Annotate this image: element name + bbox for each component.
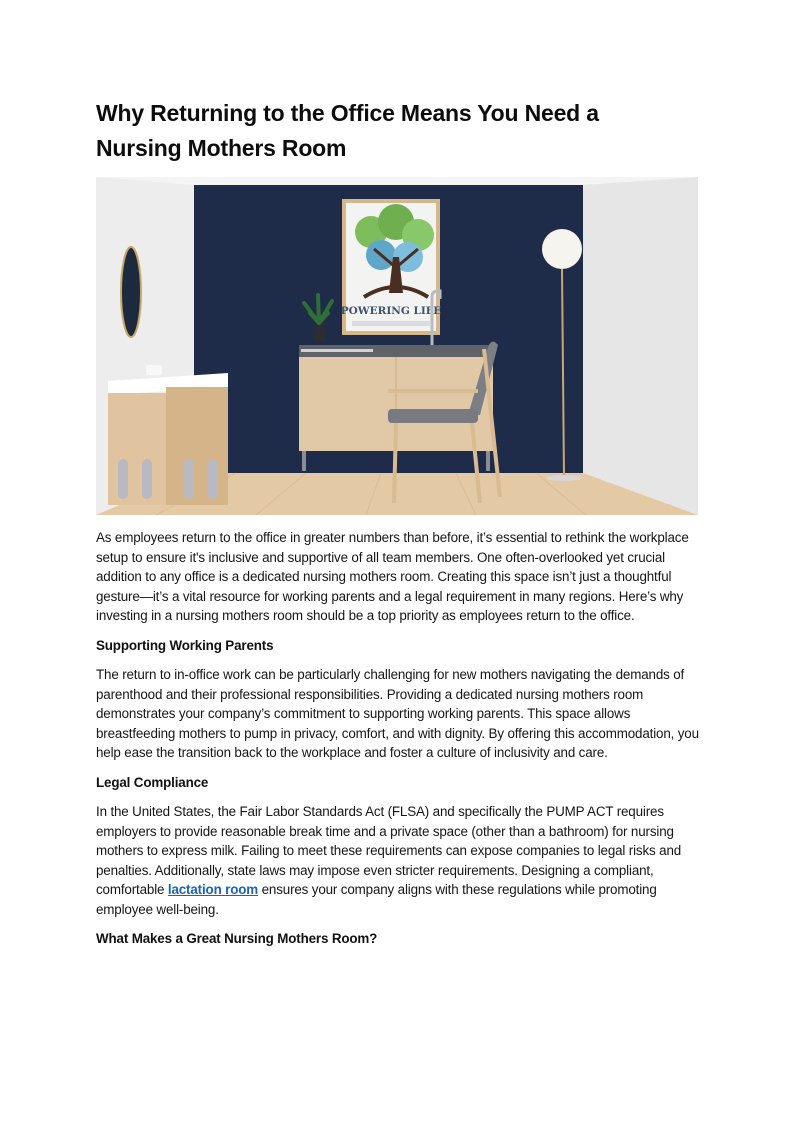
wall-poster [341,199,441,335]
title-line-1: Why Returning to the Office Means You Need a [96,100,599,126]
section-body-legal-compliance [96,802,700,919]
lactation-room-link[interactable]: lactation room [167,882,259,897]
section-heading-great-room: What Makes a Great Nursing Mothers Room? [96,931,378,946]
poster-text: POWERING LIFE [340,305,442,317]
legal-text-before-link: In the United States, the Fair Labor Standards Act (FLSA) and specifically the PUMP ACT requires employers to provide reasonable break time and a private space (other than a bathroom) for nursing mothers to express milk. Failing to meet these requirements can expose companies to legal risks and penalties. Additionally, state laws may impose even stricter requirements. Designing a compliant, comfortable [96,804,682,897]
intro-paragraph: As employees return to the office in greater numbers than before, it’s essential to rethink the workplace setup to ensure it's inclusive and supportive of all team members. One often-overlooked yet crucial addition to any office is a dedicated nursing mothers room. Creating this space isn’t just a thoughtful gesture—it’s a vital resource for working parents and a legal requirement in many regions. Here’s why investing in a nursing mothers room should be a top priority as employees return to the office. [96,530,689,623]
section-heading-legal-compliance: Legal Compliance [96,774,209,790]
side-cabinet [108,365,228,505]
section-heading-supporting-parents: Supporting Working Parents [96,637,274,653]
nursing-room-image [96,177,698,515]
legal-text-after-link: ensures your company aligns with these regulations while promoting employee well-being. [96,882,657,917]
title-line-2: Nursing Mothers Room [96,135,347,161]
mirror [121,247,141,337]
article [96,96,700,959]
section-body-supporting-parents: The return to in-office work can be particularly challenging for new mothers navigating the demands of parenthood and their professional responsibilities. Providing a dedicated nursing mothers room demonstrates your company’s commitment to supporting working parents. This space allows breastfeeding mothers to pump in privacy, comfort, and with dignity. By offering this accommodation, you help ease the transition back to the workplace and foster a culture of inclusivity and care. [96,667,699,760]
page-title [96,96,700,166]
